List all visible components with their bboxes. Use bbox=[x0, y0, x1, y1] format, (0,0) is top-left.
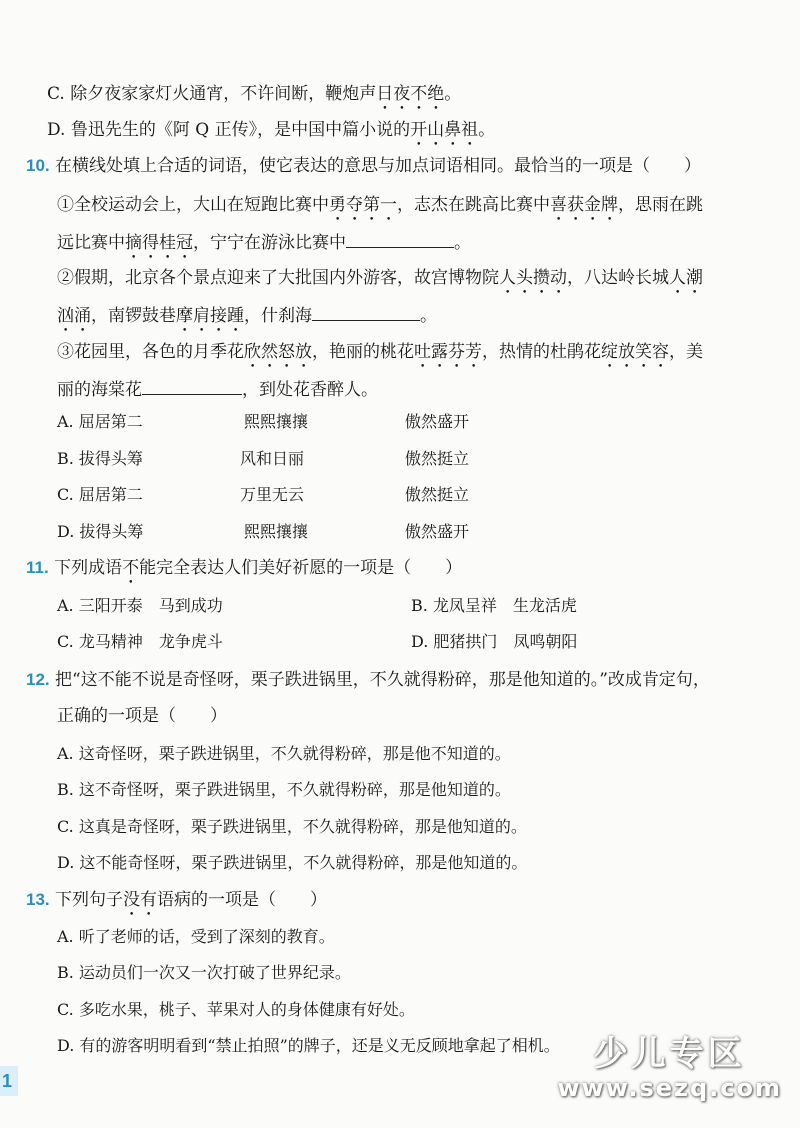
punct: 。 bbox=[478, 120, 496, 140]
text: ，南锣鼓巷 bbox=[91, 306, 176, 326]
q10-option-b[interactable] bbox=[57, 447, 143, 471]
option-label: C. 屈居第二 bbox=[57, 485, 143, 504]
dotted-words: 人头攒动 bbox=[499, 268, 567, 288]
q13-stem bbox=[26, 888, 327, 920]
dotted-words: 汹涌 bbox=[57, 306, 91, 326]
dotted-words: 绽放笑容 bbox=[601, 342, 669, 362]
text: ，八达岭长城 bbox=[567, 268, 669, 288]
question-stem: 把“这不能不说是奇怪呀，栗子跌进锅里，不久就得粉碎，那是他知道的。”改成肯定句， bbox=[55, 670, 710, 690]
option-label: C. 这真是奇怪呀，栗子跌进锅里，不久就得粉碎，那是他知道的。 bbox=[57, 817, 527, 836]
dotted-words: 日夜不绝 bbox=[376, 84, 445, 104]
text: 语病的一项是（ bbox=[157, 890, 277, 910]
text: ，思雨在跳 bbox=[618, 195, 703, 215]
text: ③花园里，各色的月季花 bbox=[57, 342, 244, 362]
watermark-url: www.sezq.com bbox=[557, 1074, 782, 1102]
page-number: 1 bbox=[0, 1066, 18, 1096]
question-number: 13. bbox=[26, 890, 50, 909]
paren-close: ） bbox=[210, 706, 227, 726]
q13-option-a[interactable] bbox=[57, 925, 335, 949]
question-number: 12. bbox=[26, 670, 50, 689]
option-label: C. 多吃水果，桃子、苹果对人的身体健康有好处。 bbox=[57, 1000, 415, 1019]
punct: 。 bbox=[420, 306, 437, 326]
q11-option-b[interactable] bbox=[411, 594, 577, 618]
option-label: D. 这不能奇怪呀，栗子跌进锅里，不久就得粉碎，那是他知道的。 bbox=[57, 853, 528, 872]
option-text: D. 鲁迅先生的《阿 Q 正传》，是中国中篇小说的 bbox=[47, 120, 411, 140]
option-cell: 傲然盛开 bbox=[405, 412, 470, 431]
q12-option-c[interactable] bbox=[57, 815, 527, 839]
punct: 。 bbox=[444, 84, 462, 104]
text: ，热情的杜鹃花 bbox=[482, 342, 601, 362]
option-label: C. 龙马精神 龙争虎斗 bbox=[57, 632, 223, 651]
text: ，艳丽的桃花 bbox=[312, 342, 414, 362]
question-number: 10. bbox=[26, 156, 50, 175]
text: 能完全表达人们美好祈愿的一项是（ bbox=[139, 558, 412, 578]
q9-option-c bbox=[47, 82, 461, 114]
option-label: D. 肥猪拱门 凤鸣朝阳 bbox=[411, 632, 578, 651]
q11-option-c[interactable] bbox=[57, 630, 223, 654]
dotted-words: 吐露芬芳 bbox=[414, 342, 482, 362]
text: 下列成语 bbox=[54, 558, 123, 578]
option-cell: 傲然盛开 bbox=[405, 522, 470, 541]
watermark-title: 少儿专区 bbox=[593, 1034, 746, 1074]
text: 正确的一项是（ bbox=[57, 706, 176, 726]
dotted-words: 摘得桂冠 bbox=[125, 233, 193, 253]
answer-blank[interactable] bbox=[346, 229, 454, 248]
paren-close: ） bbox=[684, 156, 702, 176]
option-label: B. 龙凤呈祥 生龙活虎 bbox=[411, 596, 577, 615]
q12-option-d[interactable] bbox=[57, 851, 527, 875]
dotted-words: 人潮 bbox=[669, 268, 703, 288]
option-cell: 傲然挺立 bbox=[405, 449, 470, 468]
answer-blank[interactable] bbox=[142, 376, 242, 395]
q10-sentence2-line2 bbox=[57, 302, 437, 336]
dotted-words: 开山鼻祖 bbox=[410, 120, 479, 140]
q10-stem bbox=[26, 154, 701, 178]
q13-option-c[interactable] bbox=[57, 998, 415, 1022]
dotted-words: 喜获金牌 bbox=[550, 195, 618, 215]
q10-sentence1-line1 bbox=[57, 193, 703, 225]
option-label: A. 屈居第二 bbox=[57, 412, 143, 431]
text: ，什刹海 bbox=[244, 306, 312, 326]
dotted-words: 没有 bbox=[123, 890, 158, 910]
question-number: 11. bbox=[26, 558, 49, 577]
option-label: D. 拔得头筹 bbox=[57, 522, 144, 541]
q11-stem bbox=[26, 556, 462, 588]
watermark bbox=[557, 1034, 782, 1102]
paren-close: ） bbox=[445, 558, 463, 578]
punct: 。 bbox=[454, 233, 471, 253]
option-label: A. 三阳开泰 马到成功 bbox=[57, 596, 223, 615]
q10-option-a[interactable] bbox=[57, 410, 143, 434]
q12-option-a[interactable] bbox=[57, 742, 511, 766]
option-cell: 熙熙攘攘 bbox=[244, 522, 309, 541]
option-cell: 万里无云 bbox=[240, 485, 305, 504]
q10-option-c[interactable] bbox=[57, 483, 143, 507]
option-label: B. 拔得头筹 bbox=[57, 449, 143, 468]
q13-option-d[interactable] bbox=[57, 1034, 560, 1058]
q12-stem-line1 bbox=[26, 668, 710, 692]
option-cell: 风和日丽 bbox=[240, 449, 305, 468]
option-label: D. 有的游客明明看到“禁止拍照”的牌子，还是义无反顾地拿起了相机。 bbox=[57, 1036, 560, 1055]
text: 远比赛中 bbox=[57, 233, 125, 253]
text: 丽的海棠花 bbox=[57, 380, 142, 400]
q12-stem-line2 bbox=[57, 704, 227, 728]
q10-option-d[interactable] bbox=[57, 520, 143, 544]
text: ，志杰在跳高比赛中 bbox=[397, 195, 550, 215]
option-cell: 熙熙攘攘 bbox=[244, 412, 309, 431]
q10-sentence2-line1 bbox=[57, 266, 703, 298]
answer-blank[interactable] bbox=[312, 302, 420, 321]
text: 下列句子 bbox=[55, 890, 124, 910]
q10-sentence1-line2 bbox=[57, 229, 471, 263]
option-label: B. 这不奇怪呀，栗子跌进锅里，不久就得粉碎，那是他知道的。 bbox=[57, 780, 511, 799]
question-stem: 在横线处填上合适的词语，使它表达的意思与加点词语相同。最恰当的一项是（ bbox=[55, 156, 651, 176]
text: ②假期，北京各个景点迎来了大批国内外游客，故宫博物院 bbox=[57, 268, 499, 288]
text: ，美 bbox=[669, 342, 703, 362]
option-label: A. 这奇怪呀，栗子跌进锅里，不久就得粉碎，那是他不知道的。 bbox=[57, 744, 511, 763]
text: ，到处花香醉人。 bbox=[242, 380, 378, 400]
q12-option-b[interactable] bbox=[57, 778, 511, 802]
q11-option-a[interactable] bbox=[57, 594, 223, 618]
option-label: B. 运动员们一次又一次打破了世界纪录。 bbox=[57, 963, 351, 982]
text: ，宁宁在游泳比赛中 bbox=[193, 233, 346, 253]
option-cell: 傲然挺立 bbox=[405, 485, 470, 504]
dotted-words: 欣然怒放 bbox=[244, 342, 312, 362]
dotted-words: 不 bbox=[122, 558, 140, 578]
q13-option-b[interactable] bbox=[57, 961, 351, 985]
dotted-words: 勇夺第一 bbox=[329, 195, 397, 215]
dotted-words: 摩肩接踵 bbox=[176, 306, 244, 326]
option-text: C. 除夕夜家家灯火通宵，不许间断，鞭炮声 bbox=[47, 84, 377, 104]
q9-option-d bbox=[47, 118, 495, 150]
q10-sentence3-line1 bbox=[57, 340, 703, 372]
q10-sentence3-line2 bbox=[57, 376, 378, 402]
option-label: A. 听了老师的话，受到了深刻的教育。 bbox=[57, 927, 335, 946]
text: ①全校运动会上，大山在短跑比赛中 bbox=[57, 195, 329, 215]
paren-close: ） bbox=[310, 890, 328, 910]
q11-option-d[interactable] bbox=[411, 630, 577, 654]
